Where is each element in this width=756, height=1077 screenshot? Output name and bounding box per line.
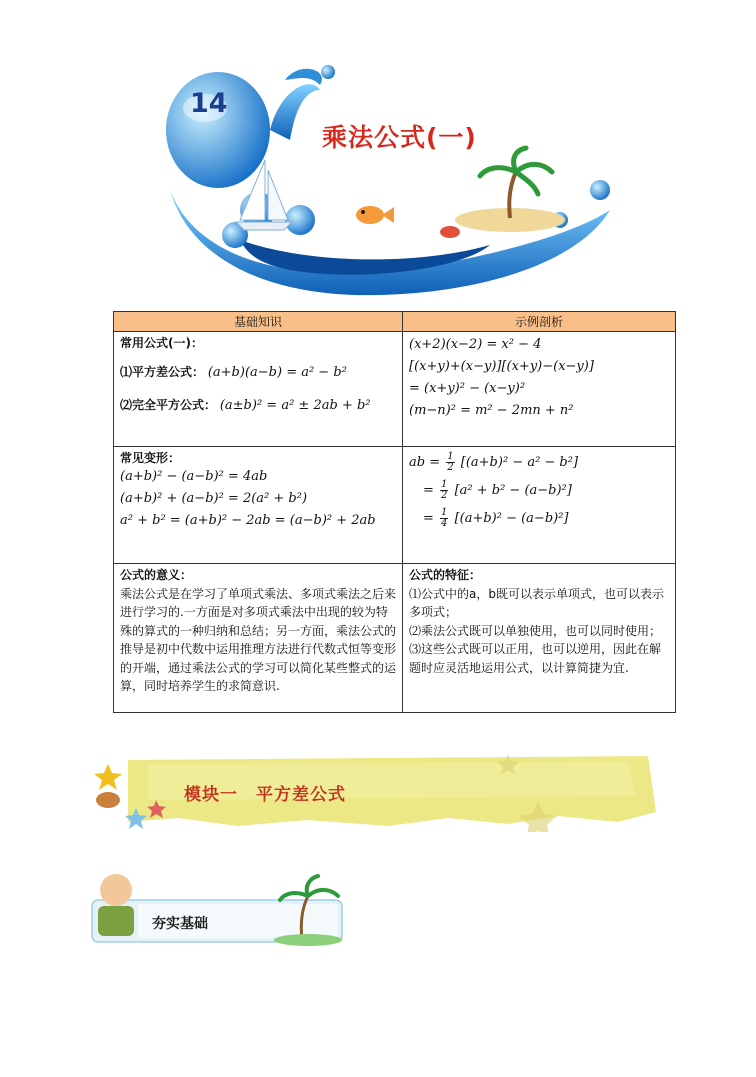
denominator: 4 xyxy=(441,518,448,529)
palm-tree-icon xyxy=(280,876,338,900)
knowledge-table xyxy=(113,311,676,713)
formula-meaning-heading: 公式的意义： xyxy=(120,568,193,582)
common-formulas-cell xyxy=(114,332,403,447)
derivation-line xyxy=(409,508,669,529)
module-banner xyxy=(88,752,660,832)
column-header-basics: 基础知识 xyxy=(114,312,403,332)
star-icon xyxy=(94,764,122,790)
derivation-line xyxy=(409,480,669,501)
common-formulas-heading: 常用公式(一)： xyxy=(120,336,203,350)
column-header-examples: 示例剖析 xyxy=(403,312,676,332)
formula-expression: (a±b)² = a² ± 2ab + b² xyxy=(219,398,371,413)
example-line: [(x+y)+(x−y)][(x+y)−(x−y)] xyxy=(409,359,594,374)
section-title: 夯实基础 xyxy=(152,916,208,932)
character-body-icon xyxy=(98,906,134,936)
feature-item: ⑴公式中的a，b既可以表示单项式，也可以表示多项式； xyxy=(409,586,664,619)
common-variants-cell xyxy=(114,447,403,564)
derivation-prefix: ab = xyxy=(409,455,441,470)
feature-item: ⑶这些公式既可以正用，也可以逆用，因此在解题时应灵活地运用公式，以计算简捷为宜. xyxy=(409,642,662,675)
fraction xyxy=(440,480,448,501)
common-variants-heading: 常见变形： xyxy=(120,451,181,465)
derivation-line xyxy=(409,452,669,473)
module-title: 模块一 平方差公式 xyxy=(184,785,346,805)
fraction xyxy=(446,452,454,473)
derivation-prefix: = xyxy=(423,483,434,498)
formula-meaning-text: 乘法公式是在学习了单项式乘法、多项式乘法之后来进行学习的.一方面是对多项式乘法中出现的较为特殊的算式的一种归纳和总结；另一方面，乘法公式的推导是初中代数中运用推理方法进行代数式恒等变形的开端，通过乘法公式的学习可以简化某些整式的运算，同时培养学生的求简意识. xyxy=(120,586,397,693)
formula-features-heading: 公式的特征： xyxy=(409,568,482,582)
formula-label: ⑴平方差公式： xyxy=(120,365,205,379)
variant-line: (a+b)² + (a−b)² = 2(a² + b²) xyxy=(120,491,308,506)
example-cell-2 xyxy=(403,447,676,564)
difference-of-squares-item xyxy=(120,363,396,380)
variant-line: (a+b)² − (a−b)² = 4ab xyxy=(120,469,268,484)
fraction xyxy=(440,508,448,529)
crab-icon xyxy=(96,792,120,808)
derivation-body: [a² + b² − (a−b)²] xyxy=(454,483,572,498)
perfect-square-item xyxy=(120,396,396,413)
denominator: 2 xyxy=(447,462,454,473)
numerator: 1 xyxy=(441,479,448,490)
numerator: 1 xyxy=(447,451,454,462)
derivation-prefix: = xyxy=(423,511,434,526)
derivation-body: [(a+b)² − (a−b)²] xyxy=(454,511,569,526)
variant-line: a² + b² = (a+b)² − 2ab = (a−b)² + 2ab xyxy=(120,513,376,528)
example-line: = (x+y)² − (x−y)² xyxy=(409,381,526,396)
character-face-icon xyxy=(100,874,132,906)
numerator: 1 xyxy=(441,507,448,518)
formula-label: ⑵完全平方公式： xyxy=(120,398,217,412)
derivation-body: [(a+b)² − a² − b²] xyxy=(460,455,579,470)
section-banner xyxy=(88,866,348,948)
formula-features-cell xyxy=(403,564,676,713)
formula-expression: (a+b)(a−b) = a² − b² xyxy=(207,365,347,380)
example-line: (x+2)(x−2) = x² − 4 xyxy=(409,337,542,352)
example-line: (m−n)² = m² − 2mn + n² xyxy=(409,403,574,418)
lesson-number: 14 xyxy=(190,88,228,119)
feature-item: ⑵乘法公式既可以单独使用，也可以同时使用； xyxy=(409,623,662,638)
denominator: 2 xyxy=(441,490,448,501)
formula-meaning-cell xyxy=(114,564,403,713)
lesson-banner-illustration xyxy=(160,60,620,300)
example-cell-1 xyxy=(403,332,676,447)
lesson-title: 乘法公式(一) xyxy=(322,123,477,152)
